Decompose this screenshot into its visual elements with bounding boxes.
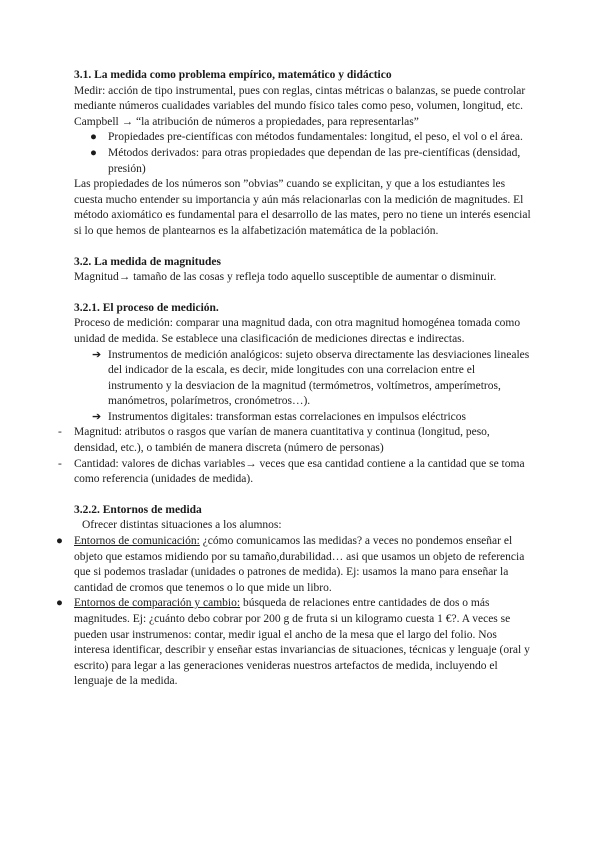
paragraph-medir: Medir: acción de tipo instrumental, pues con reglas, cintas métricas o balanzas, se puede controlar mediante números cualidades variables del mundo físico tales como peso, volumen, longitud, etc.: [74, 84, 526, 113]
dash-marker: -: [58, 457, 62, 470]
list-item-title: Entornos de comparación y cambio:: [74, 597, 241, 610]
paragraph-proceso: Proceso de medición: comparar una magnitud dada, con otra magnitud homogénea tomada como unidad de medida. Se establece una clasificación de mediciones directas e indirectas.: [74, 317, 521, 345]
list-item-text: Instrumentos de medición analógicos: sujeto observa directamente las desviaciones lineales del indicador de la escala, es decir, mide longitudes con una correlacion entre el instrumento y la desviacion de la magnitud (termómetros, voltímetros, amperímetros, manómetros, polarímetros, cronómetros…).: [108, 348, 530, 408]
bullet-icon: ●: [90, 146, 97, 159]
dash-marker: -: [58, 426, 62, 439]
section-heading-3-2-1: 3.2.1. El proceso de medición.: [74, 301, 219, 314]
list-item-text: Cantidad: valores de dichas variables→ veces que esa cantidad contiene a la cantidad que se toma como referencia (unidades de medida).: [74, 457, 525, 486]
paragraph-propiedades-numeros: Las propiedades de los números son ”obvias” cuando se explicitan, y que a los estudiantes les cuesta mucho entender su importancia y aún más relacionarlas con la medición de magnitudes. El método axiomático es fundamental para el desarrollo de las mates, pero no tiene un interés esencial si lo que hemos de plantearnos es la alfabetización matemática de la población.: [74, 178, 531, 237]
list-item: [74, 130, 532, 146]
document-page: [56, 68, 532, 690]
bullet-icon: ●: [56, 535, 63, 548]
section-heading-3-2: 3.2. La medida de magnitudes: [74, 255, 221, 268]
list-item: [58, 457, 532, 488]
list-item: [56, 596, 532, 690]
paragraph-magnitud: Magnitud→ tamaño de las cosas y refleja todo aquello susceptible de aumentar o disminuir.: [74, 271, 497, 284]
dash-list-definiciones: [58, 425, 532, 487]
bullet-list-propiedades: [74, 130, 532, 177]
list-item-title: Entornos de comunicación:: [74, 535, 200, 548]
list-item-text: ¿cómo comunicamos las medidas? a veces no pondemos enseñar el objeto que estamos midiendo por su tamaño,durabilidad… asi que usamos un objeto de referencia que si podemos trasladar (unidades o patrones de medida). Ej: usamos la mano para enseñar la cantidad de cromos que tenemos o lo que mide un libro.: [74, 535, 525, 594]
section-heading-3-1: 3.1. La medida como problema empírico, matemático y didáctico: [74, 69, 392, 81]
list-item: [74, 410, 532, 426]
list-item: [56, 534, 532, 596]
bullet-icon: ●: [56, 597, 63, 610]
paragraph-ofrecer: Ofrecer distintas situaciones a los alumnos:: [82, 519, 282, 532]
arrow-right-icon: ➔: [92, 410, 102, 423]
list-item-text: Métodos derivados: para otras propiedades que dependan de las pre-científicas (densidad, presión): [108, 146, 521, 175]
section-heading-3-2-2: 3.2.2. Entornos de medida: [74, 503, 202, 516]
list-item: [74, 146, 532, 177]
arrow-list-instrumentos: [74, 348, 532, 426]
list-item-text: Propiedades pre-científicas con métodos fundamentales: longitud, el peso, el vol o el área.: [108, 131, 523, 144]
bullet-icon: ●: [90, 131, 97, 144]
list-item: [74, 348, 532, 410]
list-item: [58, 425, 532, 456]
list-item-text: Instrumentos digitales: transforman estas correlaciones en impulsos eléctricos: [108, 410, 466, 423]
bullet-list-entornos: [56, 534, 532, 690]
arrow-right-icon: ➔: [92, 348, 102, 361]
list-item-text: Magnitud: atributos o rasgos que varían de manera cuantitativa y continua (longitud, peso, densidad, etc.), o también de manera discreta (número de personas): [74, 426, 490, 455]
list-item-text: búsqueda de relaciones entre cantidades de dos o más magnitudes. Ej: ¿cuánto debo cobrar por 200 g de fruta si un kilogramo cuesta 1 €?. A veces se pueden usar instrumenos: contar, medir igual el ancho de la mesa que el largo del folio. Nos interesa identificar, describir y enseñar estas invariancias de situaciones, técnicas y lenguaje (oral y escrito) para legar a las generaciones venideras nuestros artefactos de medida, incluyendo el lenguaje de la medida.: [74, 597, 530, 688]
paragraph-campbell: Campbell → “la atribución de números a propiedades, para representarlas”: [74, 115, 419, 128]
